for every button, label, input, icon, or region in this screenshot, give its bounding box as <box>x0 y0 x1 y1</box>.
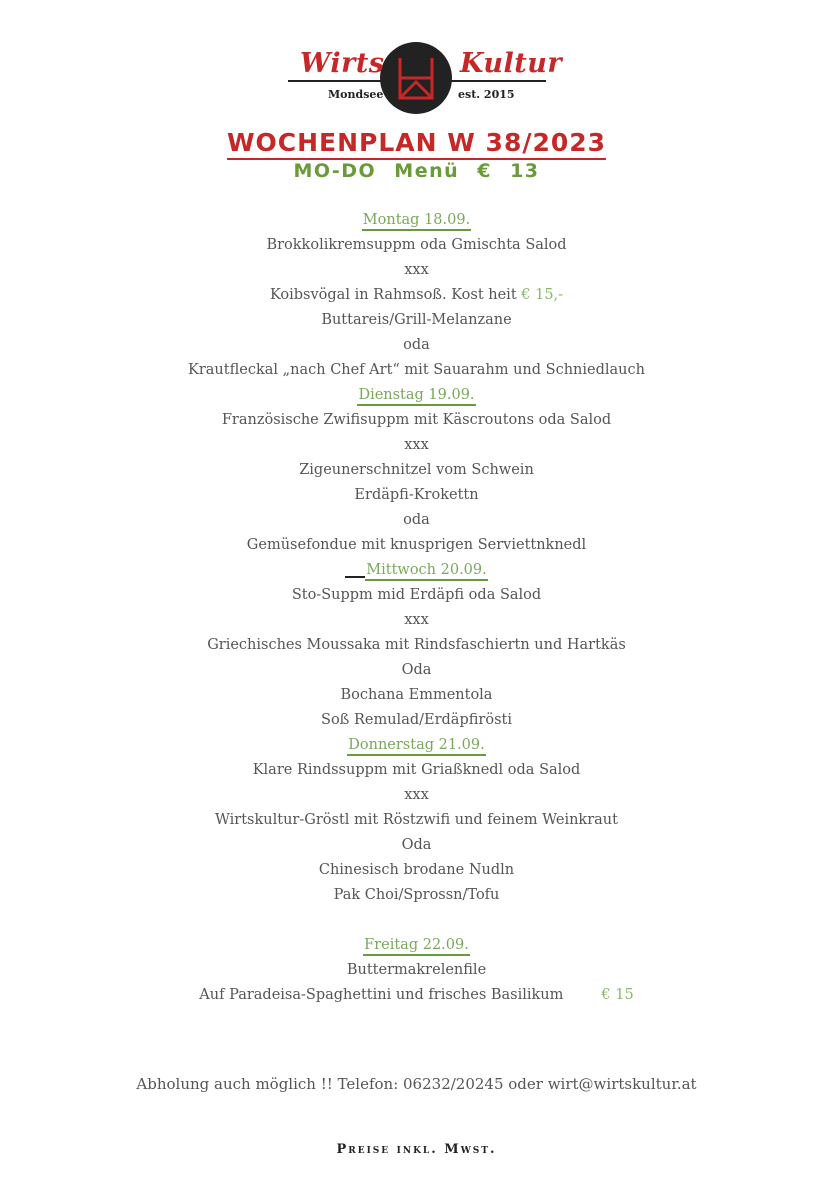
logo-word-kultur: Kultur <box>460 48 563 79</box>
menu-line: Pak Choi/Sprossn/Tofu <box>333 887 500 903</box>
wirtskultur-logo <box>286 42 563 114</box>
menu-separator: xxx <box>404 437 429 453</box>
menu-line: Wirtskultur-Gröstl mit Röstzwifi und feinem Weinkraut <box>215 812 618 828</box>
day-heading-monday: Montag 18.09. <box>0 210 833 230</box>
logo-established: est. 2015 <box>458 88 515 101</box>
menu-line: Klare Rindssuppm mit Griaßknedl oda Salod <box>252 762 581 778</box>
contact-info: Abholung auch möglich !! Telefon: 06232/20245 oder wirt@wirtskultur.at <box>136 1075 697 1093</box>
menu-line: Buttareis/Grill-Melanzane <box>321 312 512 328</box>
friday-price: € 15 <box>601 987 634 1003</box>
menu-line: Französische Zwifisuppm mit Käscroutons oda Salod <box>221 412 612 428</box>
menu-line: Griechisches Moussaka mit Rindsfaschiertn und Hartkäs <box>207 637 626 653</box>
menu-line: Erdäpfi-Krokettn <box>354 487 479 503</box>
special-price: € 15,- <box>521 287 564 303</box>
menu-line: Krautfleckal „nach Chef Art“ mit Sauarahm und Schniedlauch <box>188 362 645 378</box>
logo-location: Mondsee <box>328 88 384 101</box>
menu-separator: xxx <box>404 787 429 803</box>
day-heading-thursday: Donnerstag 21.09. <box>0 735 833 755</box>
day-heading-tuesday: Dienstag 19.09. <box>0 385 833 405</box>
logo-word-wirts: Wirts <box>300 48 385 79</box>
day-heading-friday: Freitag 22.09. <box>0 935 833 955</box>
logo-emblem-icon <box>380 42 452 114</box>
menu-price-subtitle: MO-DO Menü € 13 <box>293 160 540 182</box>
menu-line: Zigeunerschnitzel vom Schwein <box>299 462 534 478</box>
menu-line-with-price: Koibsvögal in Rahmsoß. Kost heit € 15,- <box>269 287 564 303</box>
menu-line: Bochana Emmentola <box>340 687 493 703</box>
menu-line: Soß Remulad/Erdäpfirösti <box>321 712 512 728</box>
menu-line: oda <box>403 337 430 353</box>
day-heading-wednesday: Mittwoch 20.09. <box>0 560 833 580</box>
menu-line: Chinesisch brodane Nudln <box>318 862 515 878</box>
tax-note: Preise inkl. Mwst. <box>336 1142 497 1157</box>
menu-separator: xxx <box>404 262 429 278</box>
menu-separator: xxx <box>404 612 429 628</box>
menu-line: Gemüsefondue mit knusprigen Serviettnknedl <box>246 537 587 553</box>
menu-line-with-price: Auf Paradeisa-Spaghettini und frisches Basilikum € 15 <box>199 987 634 1003</box>
black-bar-mark <box>345 576 365 578</box>
menu-line: Sto-Suppm mid Erdäpfi oda Salod <box>291 587 542 603</box>
menu-line: Buttermakrelenfile <box>346 962 487 978</box>
menu-line: Oda <box>401 837 432 853</box>
weekly-plan-title: WOCHENPLAN W 38/2023 <box>0 128 833 157</box>
menu-line: Oda <box>401 662 432 678</box>
menu-line: oda <box>403 512 430 528</box>
menu-line: Brokkolikremsuppm oda Gmischta Salod <box>266 237 567 253</box>
